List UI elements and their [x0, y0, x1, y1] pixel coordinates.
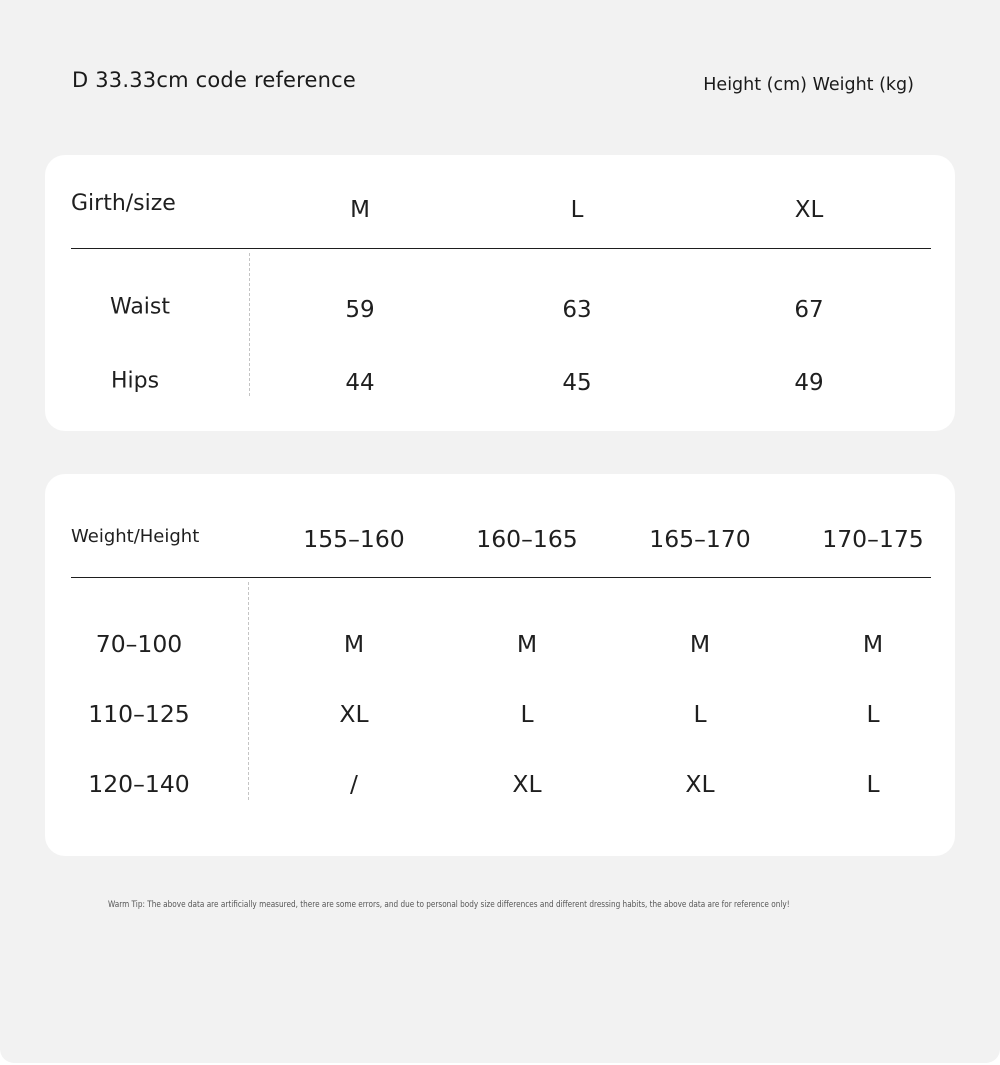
- table-cell: 44: [345, 370, 375, 396]
- table-cell: XL: [512, 770, 542, 798]
- table-cell: M: [689, 630, 711, 658]
- row-label-weight: 110–125: [88, 700, 190, 728]
- chart-title: D 33.33cm code reference: [72, 68, 357, 92]
- row-label-weight: 70–100: [95, 630, 183, 658]
- size-header-l: L: [570, 197, 584, 223]
- table-cell: L: [520, 700, 534, 728]
- height-header: 155–160: [303, 525, 405, 553]
- table-corner-label: Weight/Height: [71, 526, 200, 547]
- height-header: 160–165: [476, 525, 578, 553]
- weight-height-table: [45, 474, 955, 856]
- warm-tip-note: Warm Tip: The above data are artificially measured, there are some errors, and due to personal body size differences and different dressing habits, the above data are for reference only!: [108, 900, 790, 910]
- table-corner-label: Girth/size: [71, 191, 176, 216]
- header-rule: [71, 248, 931, 249]
- size-header-xl: XL: [794, 197, 824, 223]
- size-header-m: M: [350, 197, 370, 223]
- row-label-weight: 120–140: [88, 770, 190, 798]
- table-cell: M: [862, 630, 884, 658]
- height-header: 170–175: [822, 525, 924, 553]
- table-cell: 67: [794, 297, 824, 323]
- table-cell: L: [693, 700, 707, 728]
- table-cell: M: [343, 630, 365, 658]
- column-divider: [248, 582, 249, 800]
- row-label-waist: Waist: [109, 294, 171, 320]
- column-divider: [249, 253, 250, 396]
- table-cell: XL: [339, 700, 369, 728]
- row-label-hips: Hips: [110, 368, 160, 394]
- table-cell: /: [350, 770, 358, 798]
- table-cell: 49: [794, 370, 824, 396]
- table-cell: 59: [345, 297, 375, 323]
- table-cell: XL: [685, 770, 715, 798]
- table-cell: 45: [562, 370, 592, 396]
- table-cell: M: [516, 630, 538, 658]
- table-cell: L: [866, 700, 880, 728]
- table-cell: 63: [562, 297, 592, 323]
- girth-size-table: [45, 155, 955, 431]
- header-rule: [71, 577, 931, 578]
- table-cell: L: [866, 770, 880, 798]
- units-caption: Height (cm) Weight (kg): [703, 75, 914, 95]
- height-header: 165–170: [649, 525, 751, 553]
